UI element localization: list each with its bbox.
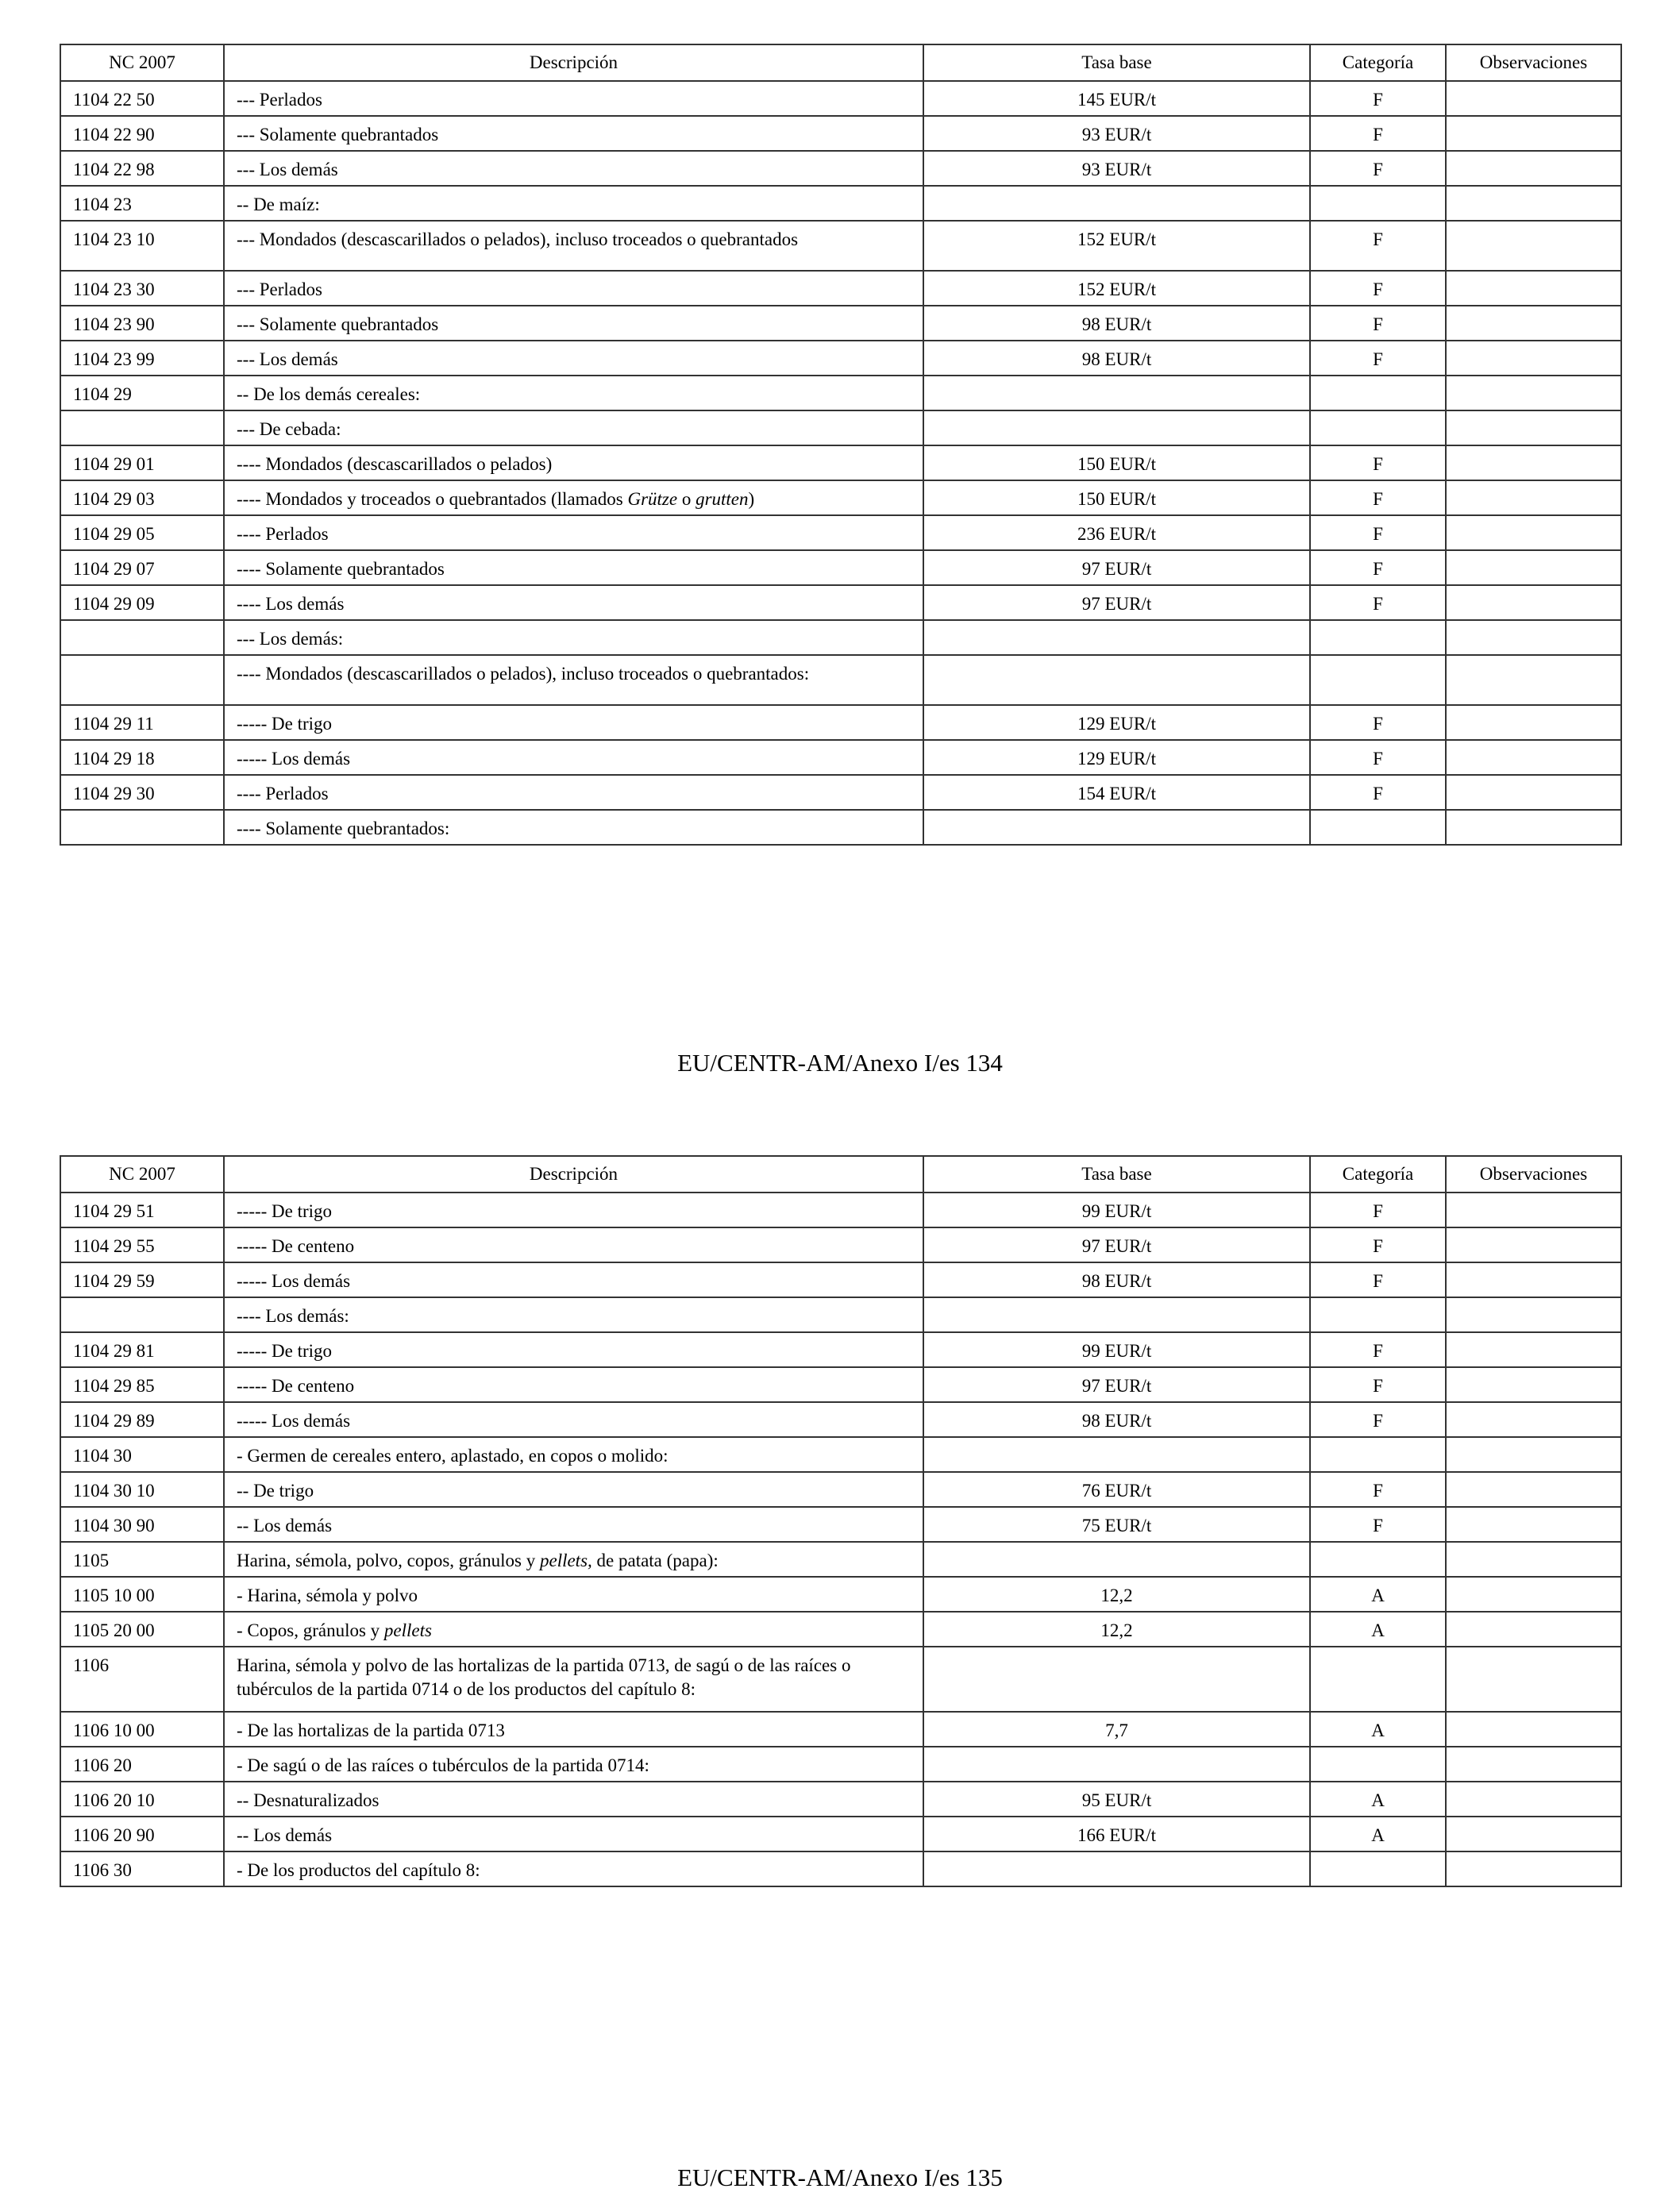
base-rate: 99 EUR/t xyxy=(923,1193,1310,1227)
header-base-rate: Tasa base xyxy=(923,44,1310,81)
category: F xyxy=(1310,550,1446,585)
base-rate: 98 EUR/t xyxy=(923,341,1310,376)
nc-code: 1106 20 10 xyxy=(60,1782,224,1817)
base-rate: 93 EUR/t xyxy=(923,116,1310,151)
header-category: Categoría xyxy=(1310,44,1446,81)
category: F xyxy=(1310,1332,1446,1367)
base-rate xyxy=(923,376,1310,410)
nc-code: 1104 29 55 xyxy=(60,1227,224,1262)
header-category: Categoría xyxy=(1310,1156,1446,1193)
observations xyxy=(1446,1262,1621,1297)
description-italic-term: grutten xyxy=(696,489,749,509)
base-rate xyxy=(923,810,1310,845)
observations xyxy=(1446,620,1621,655)
nc-code: 1105 10 00 xyxy=(60,1577,224,1612)
table-row xyxy=(60,1262,1621,1297)
table-row xyxy=(60,1367,1621,1402)
base-rate: 12,2 xyxy=(923,1577,1310,1612)
page-footer-135: EU/CENTR-AM/Anexo I/es 135 xyxy=(677,2164,1003,2191)
category: F xyxy=(1310,705,1446,740)
observations xyxy=(1446,376,1621,410)
description: ---- Los demás xyxy=(224,585,923,620)
description: ---- Solamente quebrantados xyxy=(224,550,923,585)
observations xyxy=(1446,1437,1621,1472)
observations xyxy=(1446,1227,1621,1262)
description-text: ---- Mondados y troceados o quebrantados (llamados xyxy=(237,489,628,509)
description-italic-term: Grütze xyxy=(627,489,678,509)
nc-code: 1104 29 59 xyxy=(60,1262,224,1297)
observations xyxy=(1446,1817,1621,1851)
observations xyxy=(1446,410,1621,445)
description: ---- Solamente quebrantados: xyxy=(224,810,923,845)
category: F xyxy=(1310,1193,1446,1227)
nc-code: 1104 29 07 xyxy=(60,550,224,585)
category: F xyxy=(1310,1367,1446,1402)
observations xyxy=(1446,151,1621,186)
base-rate: 76 EUR/t xyxy=(923,1472,1310,1507)
category: F xyxy=(1310,1262,1446,1297)
base-rate: 97 EUR/t xyxy=(923,550,1310,585)
observations xyxy=(1446,1297,1621,1332)
observations xyxy=(1446,480,1621,515)
observations xyxy=(1446,810,1621,845)
base-rate xyxy=(923,1851,1310,1886)
nc-code: 1104 29 03 xyxy=(60,480,224,515)
observations xyxy=(1446,1332,1621,1367)
description-text: o xyxy=(677,489,696,509)
description: - Germen de cereales entero, aplastado, en copos o molido: xyxy=(224,1437,923,1472)
base-rate: 166 EUR/t xyxy=(923,1817,1310,1851)
nc-code: 1104 23 90 xyxy=(60,306,224,341)
description: --- Solamente quebrantados xyxy=(224,116,923,151)
description: --- De cebada: xyxy=(224,410,923,445)
observations xyxy=(1446,1612,1621,1647)
observations xyxy=(1446,775,1621,810)
observations xyxy=(1446,515,1621,550)
category: F xyxy=(1310,740,1446,775)
table-row xyxy=(60,1712,1621,1747)
nc-code: 1106 20 xyxy=(60,1747,224,1782)
nc-code: 1105 xyxy=(60,1542,224,1577)
description: --- Perlados xyxy=(224,81,923,116)
observations xyxy=(1446,306,1621,341)
table-row xyxy=(60,585,1621,620)
base-rate: 97 EUR/t xyxy=(923,1227,1310,1262)
base-rate: 152 EUR/t xyxy=(923,271,1310,306)
base-rate: 95 EUR/t xyxy=(923,1782,1310,1817)
table-row xyxy=(60,480,1621,515)
nc-code: 1104 29 18 xyxy=(60,740,224,775)
table-row xyxy=(60,306,1621,341)
description-italic-term: pellets, xyxy=(539,1551,592,1570)
table-row xyxy=(60,775,1621,810)
category: F xyxy=(1310,775,1446,810)
observations xyxy=(1446,585,1621,620)
nc-code: 1104 29 09 xyxy=(60,585,224,620)
observations xyxy=(1446,705,1621,740)
observations xyxy=(1446,1367,1621,1402)
nc-code xyxy=(60,1297,224,1332)
category: F xyxy=(1310,480,1446,515)
description: --- Perlados xyxy=(224,271,923,306)
nc-code: 1104 23 99 xyxy=(60,341,224,376)
observations xyxy=(1446,1851,1621,1886)
nc-code xyxy=(60,655,224,705)
category xyxy=(1310,1851,1446,1886)
table-row xyxy=(60,515,1621,550)
observations xyxy=(1446,1402,1621,1437)
category: F xyxy=(1310,1507,1446,1542)
base-rate: 150 EUR/t xyxy=(923,445,1310,480)
table-row xyxy=(60,341,1621,376)
table-row xyxy=(60,221,1621,271)
category: F xyxy=(1310,116,1446,151)
table-row xyxy=(60,705,1621,740)
table-header-row xyxy=(60,1156,1621,1193)
table-row xyxy=(60,1437,1621,1472)
base-rate: 98 EUR/t xyxy=(923,306,1310,341)
observations xyxy=(1446,445,1621,480)
table-row xyxy=(60,271,1621,306)
category: F xyxy=(1310,1472,1446,1507)
base-rate: 98 EUR/t xyxy=(923,1402,1310,1437)
description: -- Los demás xyxy=(224,1817,923,1851)
nc-code: 1104 22 90 xyxy=(60,116,224,151)
description: ----- De centeno xyxy=(224,1367,923,1402)
nc-code: 1104 23 xyxy=(60,186,224,221)
nc-code: 1104 30 xyxy=(60,1437,224,1472)
table-row xyxy=(60,1472,1621,1507)
table-row xyxy=(60,740,1621,775)
description: -- De trigo xyxy=(224,1472,923,1507)
category xyxy=(1310,1297,1446,1332)
table-row xyxy=(60,445,1621,480)
observations xyxy=(1446,1782,1621,1817)
category: A xyxy=(1310,1577,1446,1612)
table-row xyxy=(60,1227,1621,1262)
category xyxy=(1310,810,1446,845)
table-row xyxy=(60,550,1621,585)
description: ----- Los demás xyxy=(224,740,923,775)
category: F xyxy=(1310,445,1446,480)
category: F xyxy=(1310,585,1446,620)
base-rate: 129 EUR/t xyxy=(923,740,1310,775)
nc-code: 1104 30 10 xyxy=(60,1472,224,1507)
nc-code: 1104 23 30 xyxy=(60,271,224,306)
category: F xyxy=(1310,81,1446,116)
header-observations: Observaciones xyxy=(1446,44,1621,81)
nc-code: 1104 29 81 xyxy=(60,1332,224,1367)
nc-code: 1104 29 89 xyxy=(60,1402,224,1437)
base-rate xyxy=(923,1297,1310,1332)
category: F xyxy=(1310,515,1446,550)
observations xyxy=(1446,550,1621,585)
header-description: Descripción xyxy=(224,1156,923,1193)
base-rate: 75 EUR/t xyxy=(923,1507,1310,1542)
table-row xyxy=(60,1542,1621,1577)
base-rate xyxy=(923,1542,1310,1577)
description: ----- De trigo xyxy=(224,705,923,740)
observations xyxy=(1446,81,1621,116)
observations xyxy=(1446,1193,1621,1227)
table-row xyxy=(60,655,1621,705)
base-rate: 145 EUR/t xyxy=(923,81,1310,116)
base-rate: 152 EUR/t xyxy=(923,221,1310,271)
category xyxy=(1310,376,1446,410)
header-nc: NC 2007 xyxy=(60,44,224,81)
base-rate: 236 EUR/t xyxy=(923,515,1310,550)
base-rate: 97 EUR/t xyxy=(923,1367,1310,1402)
table-row xyxy=(60,1612,1621,1647)
category: F xyxy=(1310,221,1446,271)
observations xyxy=(1446,1712,1621,1747)
nc-code: 1106 20 90 xyxy=(60,1817,224,1851)
observations xyxy=(1446,221,1621,271)
description: -- Desnaturalizados xyxy=(224,1782,923,1817)
base-rate: 12,2 xyxy=(923,1612,1310,1647)
table-row xyxy=(60,1402,1621,1437)
observations xyxy=(1446,116,1621,151)
table-row xyxy=(60,1851,1621,1886)
description: --- Mondados (descascarillados o pelados), incluso troceados o quebrantados xyxy=(224,221,923,271)
table-row xyxy=(60,810,1621,845)
description: ---- Mondados (descascarillados o pelados), incluso troceados o quebrantados: xyxy=(224,655,923,705)
table-row xyxy=(60,1647,1621,1712)
description xyxy=(224,1542,923,1577)
nc-code: 1104 29 05 xyxy=(60,515,224,550)
description: ----- Los demás xyxy=(224,1262,923,1297)
description-text: de patata (papa): xyxy=(591,1551,719,1570)
base-rate: 93 EUR/t xyxy=(923,151,1310,186)
description-text: ) xyxy=(748,489,755,509)
base-rate xyxy=(923,410,1310,445)
base-rate: 99 EUR/t xyxy=(923,1332,1310,1367)
category: F xyxy=(1310,341,1446,376)
table-row xyxy=(60,1332,1621,1367)
description xyxy=(224,1612,923,1647)
base-rate: 129 EUR/t xyxy=(923,705,1310,740)
description-italic-term: pellets xyxy=(383,1620,432,1640)
category: A xyxy=(1310,1817,1446,1851)
table-row xyxy=(60,151,1621,186)
category xyxy=(1310,1747,1446,1782)
observations xyxy=(1446,1747,1621,1782)
nc-code: 1104 30 90 xyxy=(60,1507,224,1542)
tariff-table-page-134 xyxy=(60,44,1622,846)
nc-code: 1104 29 85 xyxy=(60,1367,224,1402)
category: F xyxy=(1310,1227,1446,1262)
nc-code: 1104 22 50 xyxy=(60,81,224,116)
tariff-table-page-135 xyxy=(60,1155,1622,1887)
observations xyxy=(1446,1542,1621,1577)
table-row xyxy=(60,1507,1621,1542)
description-line: tubérculos de la partida 0714 o de los productos del capítulo 8: xyxy=(237,1679,696,1699)
table-row xyxy=(60,116,1621,151)
category xyxy=(1310,1437,1446,1472)
base-rate xyxy=(923,1647,1310,1712)
table-row xyxy=(60,1817,1621,1851)
category xyxy=(1310,186,1446,221)
table-row xyxy=(60,81,1621,116)
base-rate: 150 EUR/t xyxy=(923,480,1310,515)
description xyxy=(224,1647,923,1712)
description: --- Los demás xyxy=(224,341,923,376)
nc-code xyxy=(60,620,224,655)
base-rate xyxy=(923,620,1310,655)
nc-code: 1104 22 98 xyxy=(60,151,224,186)
header-nc: NC 2007 xyxy=(60,1156,224,1193)
nc-code: 1104 29 xyxy=(60,376,224,410)
description xyxy=(224,480,923,515)
description: -- De los demás cereales: xyxy=(224,376,923,410)
nc-code: 1104 29 01 xyxy=(60,445,224,480)
category xyxy=(1310,1542,1446,1577)
base-rate xyxy=(923,186,1310,221)
description: - Harina, sémola y polvo xyxy=(224,1577,923,1612)
nc-code: 1106 30 xyxy=(60,1851,224,1886)
table-header-row xyxy=(60,44,1621,81)
base-rate: 7,7 xyxy=(923,1712,1310,1747)
observations xyxy=(1446,1472,1621,1507)
observations xyxy=(1446,186,1621,221)
description: ----- De trigo xyxy=(224,1332,923,1367)
description: --- Los demás: xyxy=(224,620,923,655)
description-line: Harina, sémola y polvo de las hortalizas de la partida 0713, de sagú o de las raíces o xyxy=(237,1655,851,1675)
category xyxy=(1310,1647,1446,1712)
nc-code: 1104 29 11 xyxy=(60,705,224,740)
category xyxy=(1310,620,1446,655)
description: ----- De trigo xyxy=(224,1193,923,1227)
observations xyxy=(1446,341,1621,376)
nc-code: 1104 23 10 xyxy=(60,221,224,271)
base-rate: 98 EUR/t xyxy=(923,1262,1310,1297)
category: F xyxy=(1310,306,1446,341)
observations xyxy=(1446,271,1621,306)
base-rate xyxy=(923,655,1310,705)
description: ----- Los demás xyxy=(224,1402,923,1437)
description: ---- Perlados xyxy=(224,775,923,810)
table-row xyxy=(60,410,1621,445)
header-base-rate: Tasa base xyxy=(923,1156,1310,1193)
base-rate xyxy=(923,1437,1310,1472)
category: F xyxy=(1310,151,1446,186)
category: F xyxy=(1310,271,1446,306)
category: A xyxy=(1310,1712,1446,1747)
table-row xyxy=(60,376,1621,410)
description-text: - Copos, gránulos y xyxy=(237,1620,384,1640)
description: - De los productos del capítulo 8: xyxy=(224,1851,923,1886)
category: A xyxy=(1310,1782,1446,1817)
category: A xyxy=(1310,1612,1446,1647)
description: -- Los demás xyxy=(224,1507,923,1542)
description: ---- Perlados xyxy=(224,515,923,550)
nc-code xyxy=(60,410,224,445)
nc-code xyxy=(60,810,224,845)
nc-code: 1105 20 00 xyxy=(60,1612,224,1647)
table-row xyxy=(60,1782,1621,1817)
description: --- Solamente quebrantados xyxy=(224,306,923,341)
table-row xyxy=(60,1297,1621,1332)
page-footer-134: EU/CENTR-AM/Anexo I/es 134 xyxy=(677,1049,1003,1077)
category xyxy=(1310,655,1446,705)
header-observations: Observaciones xyxy=(1446,1156,1621,1193)
description: ---- Mondados (descascarillados o pelados) xyxy=(224,445,923,480)
description: - De sagú o de las raíces o tubérculos de la partida 0714: xyxy=(224,1747,923,1782)
description: --- Los demás xyxy=(224,151,923,186)
table-row xyxy=(60,1193,1621,1227)
observations xyxy=(1446,655,1621,705)
base-rate xyxy=(923,1747,1310,1782)
description-text: Harina, sémola, polvo, copos, gránulos y xyxy=(237,1551,540,1570)
category: F xyxy=(1310,1402,1446,1437)
table-row xyxy=(60,1747,1621,1782)
category xyxy=(1310,410,1446,445)
nc-code: 1104 29 51 xyxy=(60,1193,224,1227)
description: ----- De centeno xyxy=(224,1227,923,1262)
description: -- De maíz: xyxy=(224,186,923,221)
observations xyxy=(1446,1507,1621,1542)
base-rate: 154 EUR/t xyxy=(923,775,1310,810)
description: ---- Los demás: xyxy=(224,1297,923,1332)
observations xyxy=(1446,1577,1621,1612)
header-description: Descripción xyxy=(224,44,923,81)
table-row xyxy=(60,620,1621,655)
base-rate: 97 EUR/t xyxy=(923,585,1310,620)
observations xyxy=(1446,740,1621,775)
description: - De las hortalizas de la partida 0713 xyxy=(224,1712,923,1747)
nc-code: 1106 10 00 xyxy=(60,1712,224,1747)
table-row xyxy=(60,186,1621,221)
nc-code: 1106 xyxy=(60,1647,224,1712)
table-row xyxy=(60,1577,1621,1612)
nc-code: 1104 29 30 xyxy=(60,775,224,810)
observations xyxy=(1446,1647,1621,1712)
